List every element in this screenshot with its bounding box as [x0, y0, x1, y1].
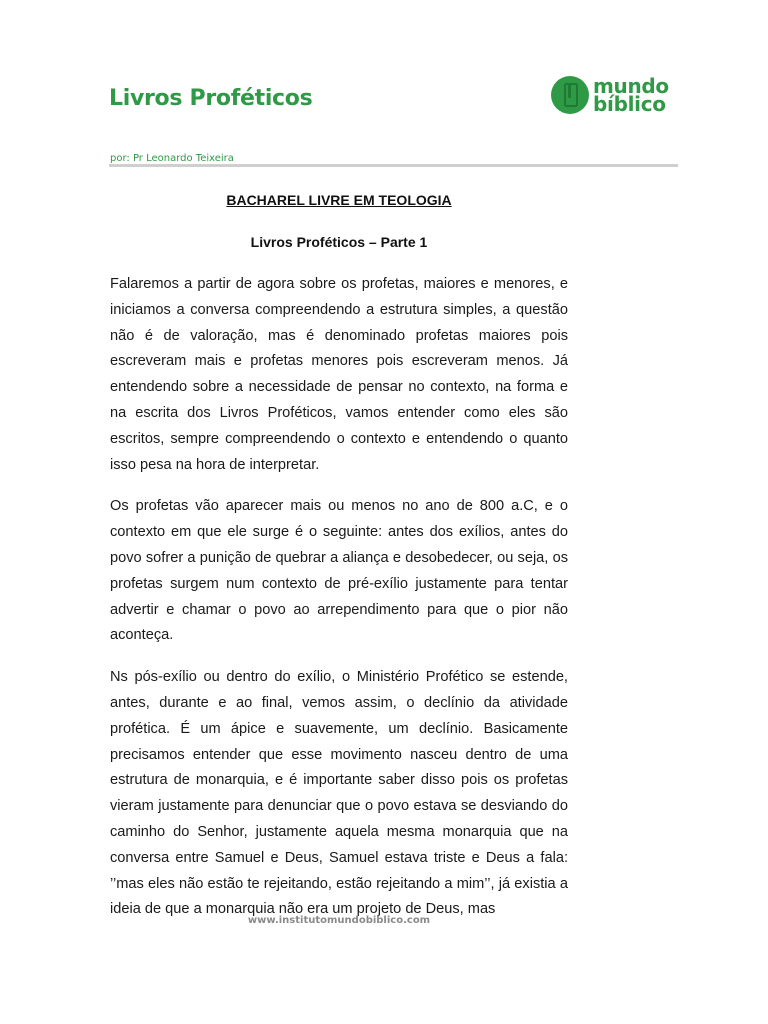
logo-wordmark	[593, 74, 669, 116]
body-text	[110, 272, 568, 939]
paragraph: Falaremos a partir de agora sobre os profetas, maiores e menores, e iniciamos a conversa compreendendo a estrutura simples, a questão não é de valoração, mas é denominado profetas maiores pois escreveram mais e profetas menores pois escreveram menos. Já entendendo sobre a necessidade de pensar no contexto, na forma e na escrita dos Livros Proféticos, vamos entender como eles são escritos, sempre compreendendo o contexto e entendendo o quanto isso pesa na hora de interpretar.	[110, 276, 568, 473]
footer-url: www.institutomundobiblico.com	[247, 915, 431, 926]
paragraph: Os profetas vão aparecer mais ou menos no ano de 800 a.C, e o contexto em que ele surge é o seguinte: antes dos exílios, antes do povo sofrer a punição de quebrar a aliança e desobedecer, ou seja, os profetas surgem num contexto de pré-exílio justamente para tentar advertir e chamar o povo ao arrependimento para que o pior não aconteça.	[110, 498, 568, 644]
page-title: Livros Proféticos	[109, 86, 313, 111]
logo-line-1: mundo	[593, 74, 669, 98]
paragraph: Ns pós-exílio ou dentro do exílio, o Ministério Profético se estende, antes, durante e ao final, vemos assim, o declínio da atividade profética. É um ápice e suavemente, um declínio. Basicamente precisamos entender que esse movimento nasceu dentro de uma estrutura de monarquia, e é importante saber disso pois os profetas vieram justamente para denunciar que o povo estava se desviando do caminho do Senhor, justamente aquela mesma monarquia que na conversa entre Samuel e Deus, Samuel estava triste e Deus a fala: ’’mas eles não estão te rejeitando, estão rejeitando a mim’’, já existia a ideia de que a monarquia não era um projeto de Deus, mas	[110, 669, 568, 918]
lesson-subheading: Livros Proféticos – Parte 1	[250, 234, 428, 250]
mundo-biblico-logo	[551, 76, 669, 114]
header-divider	[109, 164, 678, 167]
bible-book-icon	[551, 76, 589, 114]
logo-line-2: bíblico	[593, 92, 666, 116]
course-heading: BACHAREL LIVRE EM TEOLOGIA	[226, 192, 452, 208]
author-line: por: Pr Leonardo Teixeira	[110, 153, 234, 164]
